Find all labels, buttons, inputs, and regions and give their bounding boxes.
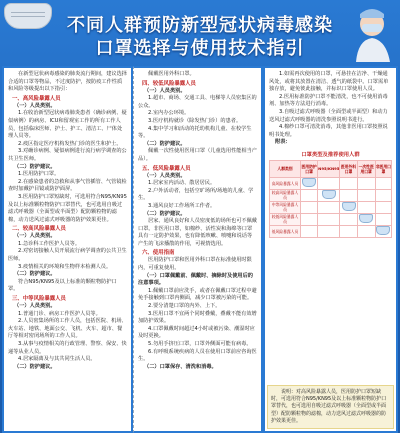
column-header: 一次性医用口罩 (357, 160, 375, 177)
mask-icon (342, 202, 356, 211)
paragraph: 3.通风良好工作场所工作者。 (148, 202, 216, 209)
paragraph: 2.对密切接触人员开展流行病学调查的公共卫生医师。 (8, 248, 127, 263)
section-heading: 二、较高风险暴露人员 (12, 226, 66, 233)
paragraph: 1.普通门诊、病房工作医护人员等。 (18, 310, 101, 317)
table-cell (340, 213, 357, 225)
table-cell (357, 213, 375, 225)
table-note (267, 385, 394, 429)
paragraph: 3.自吸过滤式呼吸器（全面型或半面型）和动力送风过滤式呼吸器的清洗参照说明书进行。 (269, 108, 388, 123)
subsection-heading: （二）防护建议。 (14, 163, 56, 170)
column-header: 非医用口罩 (375, 160, 391, 177)
table-cell (301, 189, 318, 201)
paragraph: 3.从事与疫情相关的行政管理、警察、保安、快递等从业人员。 (8, 341, 127, 355)
paragraph: 1.急诊科工作医护人员等。 (18, 240, 81, 247)
paragraph: 1.佩戴口罩前应洗手，或者在佩戴口罩过程中避免手接触到口罩内侧面，减少口罩被污染的可能。 (138, 287, 257, 302)
title-line-2: 口罩选择与使用技术指引 (95, 38, 305, 59)
column-header: 人群类别 (270, 160, 301, 177)
table-cell (301, 201, 318, 213)
column-header: N95/KN95 (318, 160, 340, 177)
table-cell (318, 177, 340, 189)
row-label: 中等风险暴露人员 (270, 201, 301, 213)
note-text: 说明：对高风险暴露人员，医用防护口罩短缺时，可选用符合N95/KN95及以上标准颗粒物防护口罩替代，也可选用自吸过滤式呼吸器（全面型或半面型）配防颗粒物的滤棉，动力送风过滤式呼吸器的防护效果更佳。 (271, 388, 387, 424)
table-cell (318, 213, 340, 225)
table-cell (301, 177, 318, 189)
table-cell (301, 225, 318, 237)
section-heading: 六、使用指南 (142, 250, 175, 257)
paragraph: 1.居家室内活动、散居居民。 (148, 180, 216, 187)
section-heading: 三、中等风险暴露人员 (12, 296, 66, 303)
table-cell (375, 213, 391, 225)
paragraph: 医用防护口罩和医用外科口罩在标准使用时限内，可重复使用。 (138, 257, 252, 272)
table-cell (318, 225, 340, 237)
column-header: 医用外科口罩 (340, 160, 357, 177)
table-cell (340, 177, 357, 189)
paragraph: 1.医用防护口罩。 (18, 171, 60, 178)
paragraph: 2.要分清楚口罩的内外、上下。 (148, 303, 221, 310)
paragraph: 4.口罩佩戴时间超过4小时或被污染、潮湿时应及时更换。 (138, 325, 255, 340)
paragraph: 2.医用标准防护口罩不能清洗，也不可使用消毒剂、加热等方法进行消毒。 (269, 93, 388, 108)
row-label: 较高风险暴露人员 (270, 189, 301, 201)
table-cell (357, 201, 375, 213)
table-title: 口罩类型及推荐使用人群 (301, 151, 360, 158)
subsection-heading: （一）人员类别。 (14, 303, 56, 310)
table-cell (318, 189, 340, 201)
column-header: 医用防护口罩 (301, 160, 318, 177)
paragraph: 3.对确诊病例、疑似病例进行流行病学调查的公共卫生医师。 (8, 148, 127, 162)
paragraph: 佩戴一次性使用医用口罩（儿童选用性能相当产品）。 (138, 148, 257, 162)
mask-icon (359, 214, 373, 223)
attachment-label: 附表： (275, 139, 291, 146)
table-cell (357, 225, 375, 237)
paragraph: 2.户外活动者，包括空旷场所/场地的儿童、学生。 (138, 187, 254, 202)
paragraph: 符合N95/KN95及以上标准的颗粒物防护口罩。 (8, 278, 117, 293)
section-heading: 一、高风险暴露人员 (12, 95, 61, 102)
subsection-heading: （一）口罩佩戴前、佩戴时、摘除时及使用后的注意事项。 (138, 272, 253, 287)
mask-icon (376, 226, 390, 235)
table-cell (375, 189, 391, 201)
subsection-heading: （一）人员类别。 (14, 102, 56, 109)
paragraph: 3.医用防护口罩短缺时，可选用符合N95/KN95及以上标准颗粒物防护口罩替代，也可选用自吸过滤式呼吸器（全面型或半面型）配防颗粒物的滤棉，动力送风过滤式呼吸器的防护效果更佳。 (8, 193, 127, 223)
subsection-heading: （二）防护建议。 (14, 271, 56, 278)
subsection-heading: （一）人员类别。 (14, 233, 56, 240)
subsection-heading: （一）人员类别。 (144, 172, 186, 179)
subsection-heading: （一）人员类别。 (144, 87, 186, 94)
table-row (270, 225, 392, 237)
paragraph: 4.集中学习和活动的托幼机构儿童、在校学生等。 (138, 125, 252, 140)
paragraph: 3.医疗机构就诊（除发热门诊）的患者。 (148, 117, 242, 124)
content-columns (0, 66, 400, 433)
paragraph: 2.室内办公环境。 (148, 110, 190, 117)
paragraph: 4.居家隔离及与其共同生活人员。 (18, 356, 96, 363)
table-cell (340, 189, 357, 201)
paragraph: 3.医用口罩不宜两个同时叠戴，叠戴不能有效增加防护效果。 (138, 310, 257, 325)
table-body (270, 177, 392, 237)
table-row (270, 177, 392, 189)
paragraph: 6.有呼吸系统疾病的人员在使用口罩前应咨询医生。 (138, 348, 257, 363)
subsection-heading: （二）防护建议。 (144, 210, 186, 217)
paragraph: 4.棉纱口罩可清洗消毒，其他非医用口罩按照说明书处理。 (269, 124, 388, 138)
table-cell (357, 177, 375, 189)
paragraph: 1.如需再次使用的口罩，可悬挂在洁净、干燥通风处，或将其放置在清洁、透气的纸袋中。口罩需单独存放，避免彼此接触，并标识口罩使用人员。 (269, 71, 389, 93)
table-row (270, 189, 392, 201)
section-heading: 五、低风险暴露人员 (142, 165, 191, 172)
mask-table-section (269, 150, 392, 238)
subsection-heading: （二）防护建议。 (144, 140, 186, 147)
table-cell (357, 189, 375, 201)
header-banner (0, 0, 400, 66)
paragraph: 3.疫情相关的环境和生物样本检测人员。 (18, 263, 112, 270)
row-label: 高风险暴露人员 (270, 177, 301, 189)
paragraph: 1.超市、商场、交通工具、电梯等人员密集区的公众。 (138, 95, 257, 109)
row-label: 较低风险暴露人员 (270, 213, 301, 225)
table-row (270, 201, 392, 213)
title-line-1: 不同人群预防新型冠状病毒感染 (67, 15, 333, 36)
table-row (270, 213, 392, 225)
paragraph: 居家、通风良好和人员密度低的场所也可不佩戴口罩。非医用口罩，如棉纱、活性炭和海绵等口罩具有一定防护效果，也有降低咳嗽、喷嚏和说话等产生的飞沫播散的作用，可视情选用。 (138, 218, 257, 247)
paragraph: 佩戴医用外科口罩。 (148, 71, 195, 77)
column-left (2, 66, 133, 433)
table-cell (375, 177, 391, 189)
subsection-heading: （二）口罩保存、清洗和消毒。 (144, 363, 217, 370)
table-cell (301, 213, 318, 225)
section-heading: 四、较低风险暴露人员 (142, 80, 196, 87)
paragraph: 2.在感染患者的急救和从事气管插管、气管镜检查时加戴护目镜或防护面屏。 (8, 178, 127, 193)
subsection-heading: （二）防护建议。 (14, 363, 56, 370)
table-header-row (270, 160, 392, 177)
mask-icon (322, 190, 336, 199)
paragraph: 2.疫区指定医疗机构发热门诊的医生和护士。 (18, 140, 122, 147)
row-label: 低风险暴露人员 (270, 225, 301, 237)
intro-text: 在新型冠状病毒感染的肺炎流行期间，建议选择合适的口罩等物品，不过度防护，按防疫工作性质和风险等级提出以下指引： (8, 71, 127, 93)
table-cell (340, 201, 357, 213)
paragraph: 1.在收治新型冠状病毒肺炎患者（确诊病例、疑似病例）的病房、ICU和留观室工作的所有工作人员，包括临床医师、护士、护工、清洁工、尸体处理人员等。 (8, 110, 127, 140)
paragraph: 2.人员密集场所的工作人员，包括医院、机场、火车站、地铁、地面公交、飞机、火车、超市、餐厅等相对密闭场所的工作人员。 (8, 318, 127, 340)
table-cell (375, 225, 391, 237)
paragraph: 5.勿用手挤压口罩，口罩外侧面可能有病毒。 (148, 341, 252, 347)
table-cell (318, 201, 340, 213)
mask-icon (302, 178, 316, 187)
column-middle (133, 66, 263, 433)
table-cell (375, 201, 391, 213)
column-right (263, 66, 398, 433)
mask-recommendation-table (269, 160, 392, 238)
table-cell (340, 225, 357, 237)
